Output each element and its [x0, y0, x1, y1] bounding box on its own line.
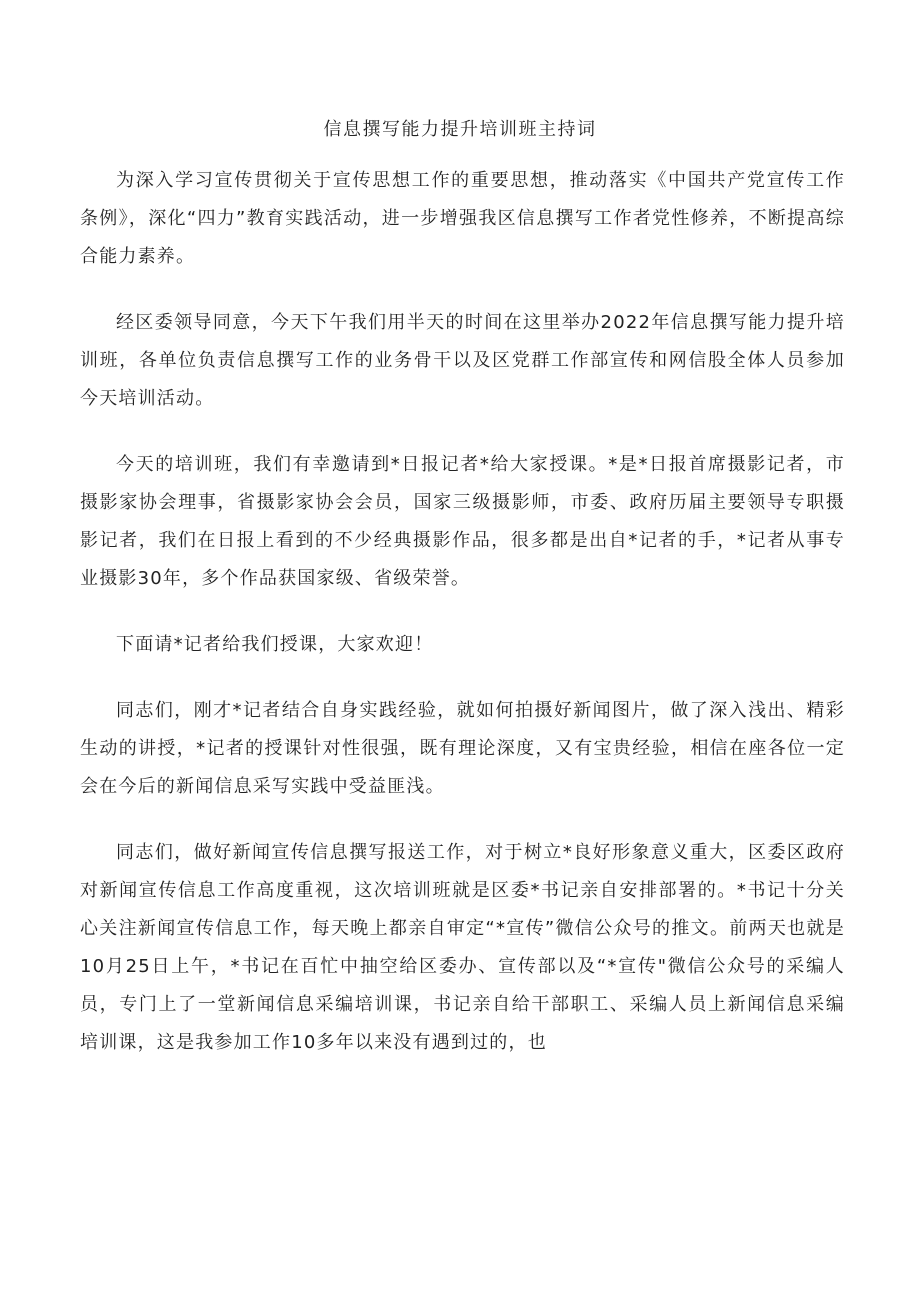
paragraph-5: 同志们，刚才*记者结合自身实践经验，就如何拍摄好新闻图片，做了深入浅出、精彩生动的讲授，*记者的授课针对性很强，既有理论深度，又有宝贵经验，相信在座各位一定会在今后的新闻信息采写实践中受益匪浅。 — [80, 700, 845, 797]
paragraph-1: 为深入学习宣传贯彻关于宣传思想工作的重要思想，推动落实《中国共产党宣传工作条例》，深化“四力”教育实践活动，进一步增强我区信息撰写工作者党性修养，不断提高综合能力素养。 — [80, 170, 845, 267]
paragraph-2: 经区委领导同意，今天下午我们用半天的时间在这里举办2022年信息撰写能力提升培训班，各单位负责信息撰写工作的业务骨干以及区党群工作部宣传和网信股全体人员参加今天培训活动。 — [80, 312, 845, 409]
document-body — [80, 162, 845, 1090]
document-title: 信息撰写能力提升培训班主持词 — [323, 119, 597, 140]
paragraph-4: 下面请*记者给我们授课，大家欢迎！ — [116, 634, 434, 655]
paragraph-6: 同志们，做好新闻宣传信息撰写报送工作，对于树立*良好形象意义重大，区委区政府对新闻宣传信息工作高度重视，这次培训班就是区委*书记亲自安排部署的。*书记十分关心关注新闻宣传信息工作，每天晚上都亲自审定“*宣传”微信公众号的推文。前两天也就是10月25日上午，*书记在百忙中抽空给区委办、宣传部以及“*宣传"微信公众号的采编人员，专门上了一堂新闻信息采编培训课，书记亲自给干部职工、采编人员上新闻信息采编培训课，这是我参加工作10多年以来没有遇到过的，也 — [80, 842, 845, 1053]
paragraph-3: 今天的培训班，我们有幸邀请到*日报记者*给大家授课。*是*日报首席摄影记者，市摄影家协会理事，省摄影家协会会员，国家三级摄影师，市委、政府历届主要领导专职摄影记者，我们在日报上看到的不少经典摄影作品，很多都是出自*记者的手，*记者从事专业摄影30年，多个作品获国家级、省级荣誉。 — [80, 454, 845, 589]
